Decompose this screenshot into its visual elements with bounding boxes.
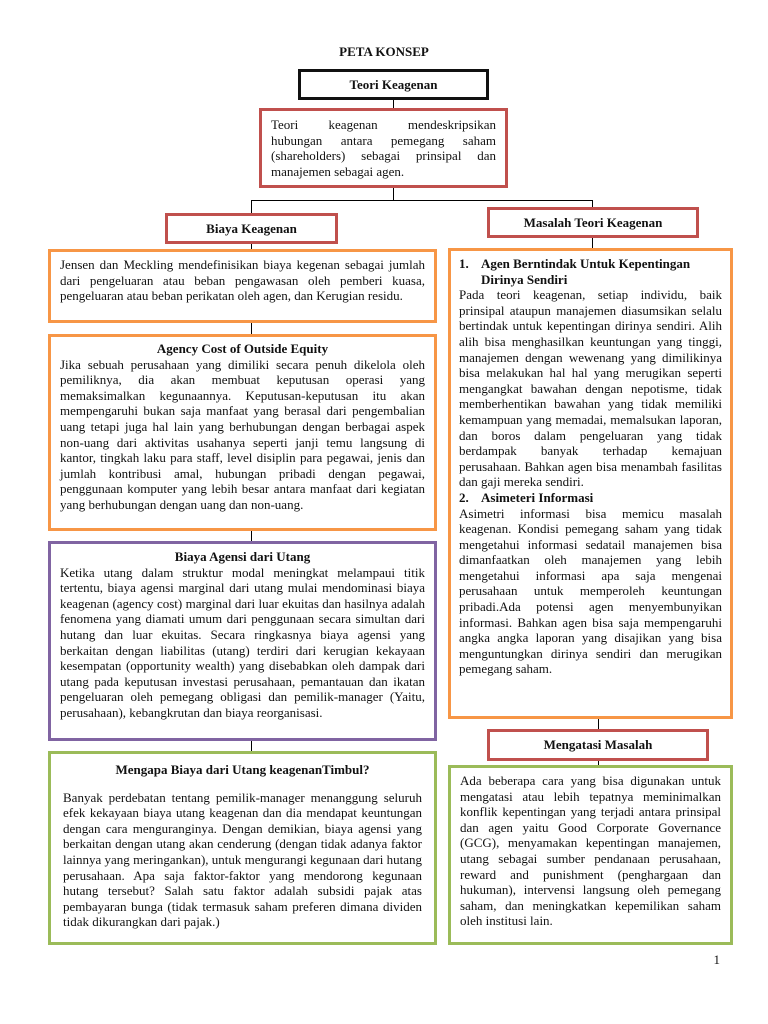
- problem-1-title: Agen Berntindak Untuk Kepentingan Dirinya Sendiri: [481, 256, 691, 287]
- mengatasi-header: [487, 729, 709, 761]
- connector: [251, 200, 252, 214]
- problem-1-heading: [459, 256, 722, 287]
- problem-2-title: Asimeteri Informasi: [481, 489, 594, 505]
- debt-title: Biaya Agensi dari Utang: [174, 549, 311, 564]
- page-title: PETA KONSEP: [339, 44, 429, 59]
- debt-text: Ketika utang dalam struktur modal meningkat melampaui titik tertentu, biaya agensi marginal dari utang mulai mendominasi biaya keagenan (agency cost) marginal dari luar ekuitas dan hasilnya adalah fenomena yang diamati umum dari penggunaan secara simultan dari hutang dan luar ekuitas. Secara ringkasnya biaya agensi yang berkaitan dengan liabilitas (utang) terdiri dari kerugian kekayaan kesempatan (opportunity wealth) yang disebabkan oleh dampak dari utang pada keputusan investasi perusahaan, pemantauan dan ikatan pengeluaran oleh pemegang obligasi dan pemilik-manager (Yaitu, perusahaan), kebangkrutan dan biaya reorganisasi.: [60, 564, 425, 720]
- outside-equity-title: Agency Cost of Outside Equity: [156, 341, 329, 356]
- biaya-keagenan-definition-box: [48, 249, 437, 323]
- why-box: [48, 751, 437, 945]
- why-text: Banyak perdebatan tentang pemilik-manager menanggung seluruh efek kekayaan biaya utang keagenan dan dia mendapat keuntungan dengan cara menguranginya. Dengan demikian, biaya agensi yang berkaitan dengan utang akan cenderung (dengan tidak adanya faktor lainnya yang meringankan), untuk mengurangi kegunaan dari hutang perusahaan. Apa saja faktor-faktor yang mendorong kegunaan hutang tersebut? Salah satu faktor adalah subsidi pajak atas pembayaran bunga (tidak termasuk saham preferen dimana dividen tidak dikurangkan dari pajak.): [63, 789, 422, 930]
- mengatasi-label: Mengatasi Masalah: [543, 737, 653, 752]
- mengatasi-text: Ada beberapa cara yang bisa digunakan untuk mengatasi atau lebih tepatnya meminimalkan konflik kepentingan yang terjadi antara prinsipal dan agen yaitu Good Corporate Governance (GCG), menyamakan kepentingan manajemen, utang sebagai sumber pendanaan perusahaan, reward and punishment (penghargaan dan hukuman), intervensi langsung oleh pemegang saham, dan meningkatkan kepemilikan saham oleh institusi lain.: [460, 773, 721, 929]
- problem-1-text: Pada teori keagenan, setiap individu, baik prinsipal ataupun manajemen diasumsikan selalu bertindak untuk kepentingan dirinya sendiri. Alih alih bisa menghasilkan keuntungan yang tinggi, manajemen dengan wewenang yang dimilikinya bisa melakukan hal hal yang merugikan seperti mengangkat bawahan dengan nepotisme, tidak memberhentikan bawahan yang tidak memiliki kemampuan yang memadai, memalsukan laporan, dan boros dalam pengeluaran yang tidak berdampak banyak terhadap kemajuan perusahaan. Bahkan agen bisa menambah fasilitas dan gaji mereka sendiri.: [459, 287, 722, 490]
- page-number: 1: [713, 952, 720, 967]
- masalah-label: Masalah Teori Keagenan: [523, 215, 663, 230]
- problem-2-heading: [459, 490, 722, 506]
- root-title-box: [298, 69, 489, 100]
- outside-equity-text: Jika sebuah perusahaan yang dimiliki secara penuh dikelola oleh pemiliknya, dia akan membuat keputusan operasi yang memaksimalkan kegunaannya. Keputusan-keputusan itu akan mempengaruhi bukan saja manfaat yang berasal dari pengembalian uang tetapi juga hal lain yang berhubungan dengan berbagai aspek non-uang dari aktivitas usahanya seperti janji temu langsung di kantor, tingkah laku para staff, level disiplin para pegawai, jenis dan jumlah kontribusi amal, hubungan pribadi dengan pegawai, penggunaan komputer yang lebih besar antara manfaat dari kegiatan yang berhubungan dengan uang dan non-uang.: [60, 356, 425, 512]
- root-definition: Teori keagenan mendeskripsikan hubungan antara pemegang saham (shareholders) sebagai prinsipal dan manajemen sebagai agen.: [271, 117, 496, 179]
- mengatasi-box: [448, 765, 733, 945]
- problem-1-number: 1.: [459, 256, 469, 271]
- why-title: Mengapa Biaya dari Utang keagenanTimbul?: [115, 762, 370, 777]
- problem-2-number: 2.: [459, 489, 469, 505]
- biaya-keagenan-definition: Jensen dan Meckling mendefinisikan biaya kegenan sebagai jumlah dari pengeluaran atau beban pengawasan oleh pemberi kuasa, pengeluaran atau beban perikatan oleh agen, dan Kerugian residu.: [60, 257, 425, 304]
- connector: [251, 200, 593, 201]
- problems-box: [448, 248, 733, 719]
- root-definition-box: [259, 108, 508, 188]
- root-title: Teori Keagenan: [349, 77, 438, 92]
- debt-box: [48, 541, 437, 741]
- problem-2-text: Asimetri informasi bisa memicu masalah keagenan. Kondisi pemegang saham yang tidak mengetahui informasi sedatail manajemen bisa dimanfaatkan oleh manajemen yang lebih mengetahui informasi apa saja mengenai perusahaan untuk memperoleh keuntungan pribadi.Ada potensi agen menyembunyikan informasi. Bahkan agen bisa saja mempengaruhi angka angka laporan yang disajikan yang bisa menguntungkan dirinya sendiri dan merugikan pemegang saham.: [459, 505, 722, 677]
- biaya-keagenan-label: Biaya Keagenan: [206, 221, 297, 236]
- masalah-header: [487, 207, 699, 238]
- outside-equity-box: [48, 334, 437, 531]
- biaya-keagenan-header: [165, 213, 338, 244]
